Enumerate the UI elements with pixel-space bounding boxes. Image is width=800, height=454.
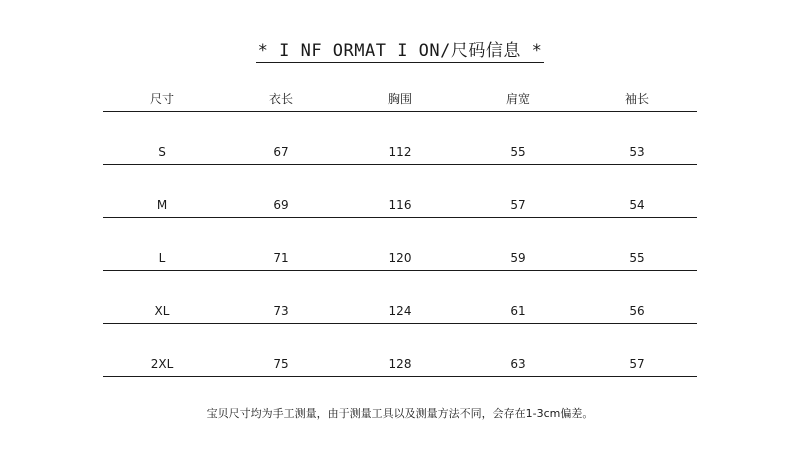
cell-sleeve: 53 [629, 145, 645, 159]
header-size: 尺寸 [149, 92, 174, 106]
cell-size: M [156, 198, 168, 212]
title-text: * I NF ORMAT I ON/尺码信息 * [256, 36, 545, 63]
page-title [0, 36, 800, 63]
cell-length: 73 [273, 304, 289, 318]
header-chest: 胸围 [387, 92, 412, 106]
cell-chest: 124 [388, 304, 412, 318]
cell-chest: 116 [388, 198, 412, 212]
table-row [103, 218, 697, 271]
cell-shoulder: 59 [510, 251, 526, 265]
cell-shoulder: 55 [510, 145, 526, 159]
cell-sleeve: 55 [629, 251, 645, 265]
cell-sleeve: 57 [629, 357, 645, 371]
cell-shoulder: 63 [510, 357, 526, 371]
header-shoulder: 肩宽 [505, 92, 530, 106]
cell-length: 69 [273, 198, 289, 212]
cell-sleeve: 56 [629, 304, 645, 318]
cell-chest: 120 [388, 251, 412, 265]
header-sleeve: 袖长 [624, 92, 649, 106]
table-row [103, 112, 697, 165]
cell-length: 67 [273, 145, 289, 159]
size-table [103, 88, 697, 377]
cell-chest: 128 [388, 357, 412, 371]
cell-shoulder: 61 [510, 304, 526, 318]
cell-shoulder: 57 [510, 198, 526, 212]
cell-size: 2XL [150, 357, 174, 371]
cell-chest: 112 [388, 145, 412, 159]
cell-sleeve: 54 [629, 198, 645, 212]
table-row [103, 165, 697, 218]
cell-length: 71 [273, 251, 289, 265]
table-row [103, 271, 697, 324]
cell-length: 75 [273, 357, 289, 371]
table-row [103, 324, 697, 377]
cell-size: L [158, 251, 166, 265]
measurement-note: 宝贝尺寸均为手工测量，由于测量工具以及测量方法不同，会存在1-3cm偏差。 [206, 407, 594, 420]
table-header-row [103, 88, 697, 112]
cell-size: XL [154, 304, 170, 318]
cell-size: S [158, 145, 166, 159]
header-length: 衣长 [268, 92, 293, 106]
